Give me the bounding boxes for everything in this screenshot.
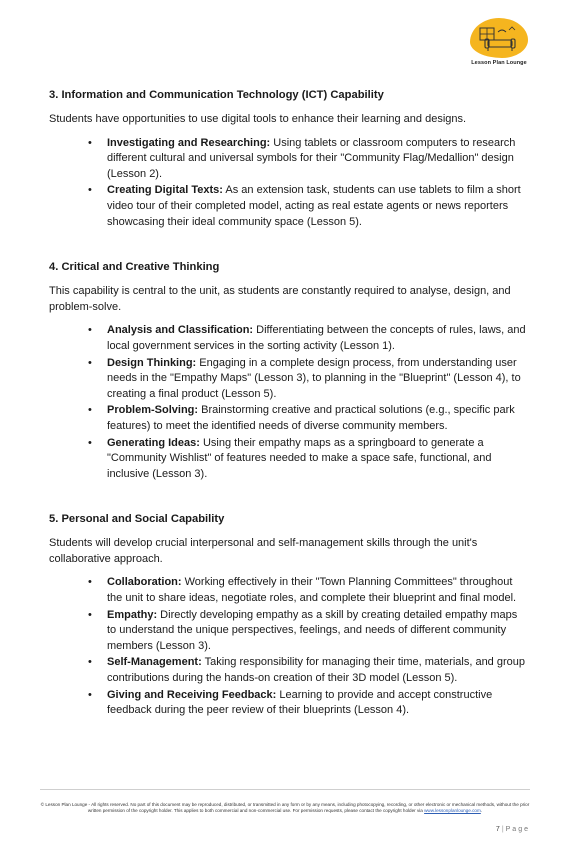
item-term: Self-Management: bbox=[107, 656, 202, 669]
item-term: Design Thinking: bbox=[107, 356, 197, 369]
item-term: Creating Digital Texts: bbox=[107, 184, 223, 197]
list-item bbox=[88, 323, 527, 354]
bullet-icon: • bbox=[88, 608, 92, 621]
list-item bbox=[88, 183, 527, 230]
bullet-icon: • bbox=[88, 324, 92, 337]
list-item bbox=[88, 688, 527, 719]
list-item bbox=[88, 356, 527, 403]
section-heading: 5. Personal and Social Capability bbox=[49, 513, 225, 526]
document-body bbox=[49, 88, 529, 749]
item-term: Problem-Solving: bbox=[107, 404, 199, 417]
item-text: Engaging in a complete design process, from understanding user needs in the "Empathy Maps" (Lesson 3), to planning in the "Blueprint" (Lesson 4), to creating a final product (Lesson 5). bbox=[107, 356, 521, 400]
item-text: Brainstorming creative and practical solutions (e.g., specific park features) to meet the identified needs of diverse community members. bbox=[107, 404, 515, 432]
sofa-icon bbox=[476, 24, 522, 54]
section-intro: Students have opportunities to use digital tools to enhance their learning and designs. bbox=[49, 113, 467, 125]
bullet-icon: • bbox=[88, 356, 92, 369]
list-item bbox=[88, 136, 527, 183]
item-term: Giving and Receiving Feedback: bbox=[107, 688, 277, 701]
bullet-icon: • bbox=[88, 184, 92, 197]
item-text: Using their empathy maps as a springboard to generate a "Community Wishlist" of features needed to make a space safe, functional, and inclusive (Lesson 3). bbox=[107, 436, 492, 480]
item-term: Analysis and Classification: bbox=[107, 324, 254, 337]
list-item bbox=[88, 655, 527, 686]
item-term: Generating Ideas: bbox=[107, 436, 200, 449]
bullet-icon: • bbox=[88, 404, 92, 417]
item-text: As an extension task, students can use tablets to film a short video tour of their completed model, acting as real estate agents or news reporters showcasing their ideal community space (Lesson 5). bbox=[107, 184, 521, 228]
page-number bbox=[470, 826, 530, 833]
item-text: Differentiating between the concepts of rules, laws, and local government services in the sorting activity (Lesson 1). bbox=[107, 324, 526, 352]
section-ict bbox=[49, 88, 529, 230]
footer-copyright bbox=[40, 802, 530, 814]
bullet-icon: • bbox=[88, 436, 92, 449]
footer-divider bbox=[40, 789, 530, 790]
website-link[interactable]: www.lessonplanlounge.com bbox=[424, 808, 481, 813]
bullet-icon: • bbox=[88, 576, 92, 589]
list-item bbox=[88, 575, 527, 606]
section-intro: Students will develop crucial interpersonal and self-management skills through the unit's collaborative approach. bbox=[49, 537, 478, 565]
bullet-list bbox=[49, 136, 529, 231]
section-heading: 3. Information and Communication Technology (ICT) Capability bbox=[49, 89, 384, 101]
section-critical-creative-thinking bbox=[49, 260, 529, 482]
page-separator: | bbox=[501, 826, 504, 833]
list-item bbox=[88, 608, 527, 655]
item-term: Empathy: bbox=[107, 608, 158, 621]
item-text: Using tablets or classroom computers to research different cultural and universal symbols for their "Community Flag/Medallion" design (Lesson 2). bbox=[107, 136, 516, 180]
page-label: Page bbox=[505, 826, 530, 833]
bullet-icon: • bbox=[88, 136, 92, 149]
copyright-text: © Lesson Plan Lounge - All rights reserved. No part of this document may be reproduced, distributed, or transmitted in any form or by any means, including photocopying, recording, or other electronic or mechanical methods, without the prior written permission of the copyright holder. This applies to both commercial and non-commercial use. For permission requests, please contact the copyright holder via bbox=[40, 802, 530, 813]
section-personal-social bbox=[49, 512, 529, 719]
bullet-list bbox=[49, 323, 529, 482]
logo-text: Lesson Plan Lounge bbox=[471, 60, 527, 66]
item-text: Taking responsibility for managing their time, materials, and group contributions during the hands-on creation of their 3D model (Lesson 5). bbox=[107, 656, 525, 685]
bullet-icon: • bbox=[88, 656, 92, 669]
logo bbox=[466, 18, 532, 70]
item-text: Working effectively in their "Town Planning Committees" throughout the unit to share ideas, negotiate roles, and complete their blueprint and final model. bbox=[107, 576, 517, 605]
bullet-list bbox=[49, 575, 529, 718]
item-text: Learning to provide and accept constructive feedback during the peer review of their blueprints (Lesson 4). bbox=[107, 688, 493, 717]
list-item bbox=[88, 403, 527, 434]
list-item bbox=[88, 436, 527, 483]
page-number-value: 7 bbox=[495, 826, 500, 833]
bullet-icon: • bbox=[88, 688, 92, 701]
item-term: Collaboration: bbox=[107, 576, 182, 589]
item-term: Investigating and Researching: bbox=[107, 136, 271, 149]
section-intro: This capability is central to the unit, as students are constantly required to analyse, design, and problem-solve. bbox=[49, 285, 511, 313]
section-heading: 4. Critical and Creative Thinking bbox=[49, 261, 220, 274]
link-suffix: . bbox=[480, 808, 483, 813]
item-text: Directly developing empathy as a skill by creating detailed empathy maps to understand the unique perspectives, feelings, and needs of different community members (Lesson 3). bbox=[107, 608, 518, 652]
